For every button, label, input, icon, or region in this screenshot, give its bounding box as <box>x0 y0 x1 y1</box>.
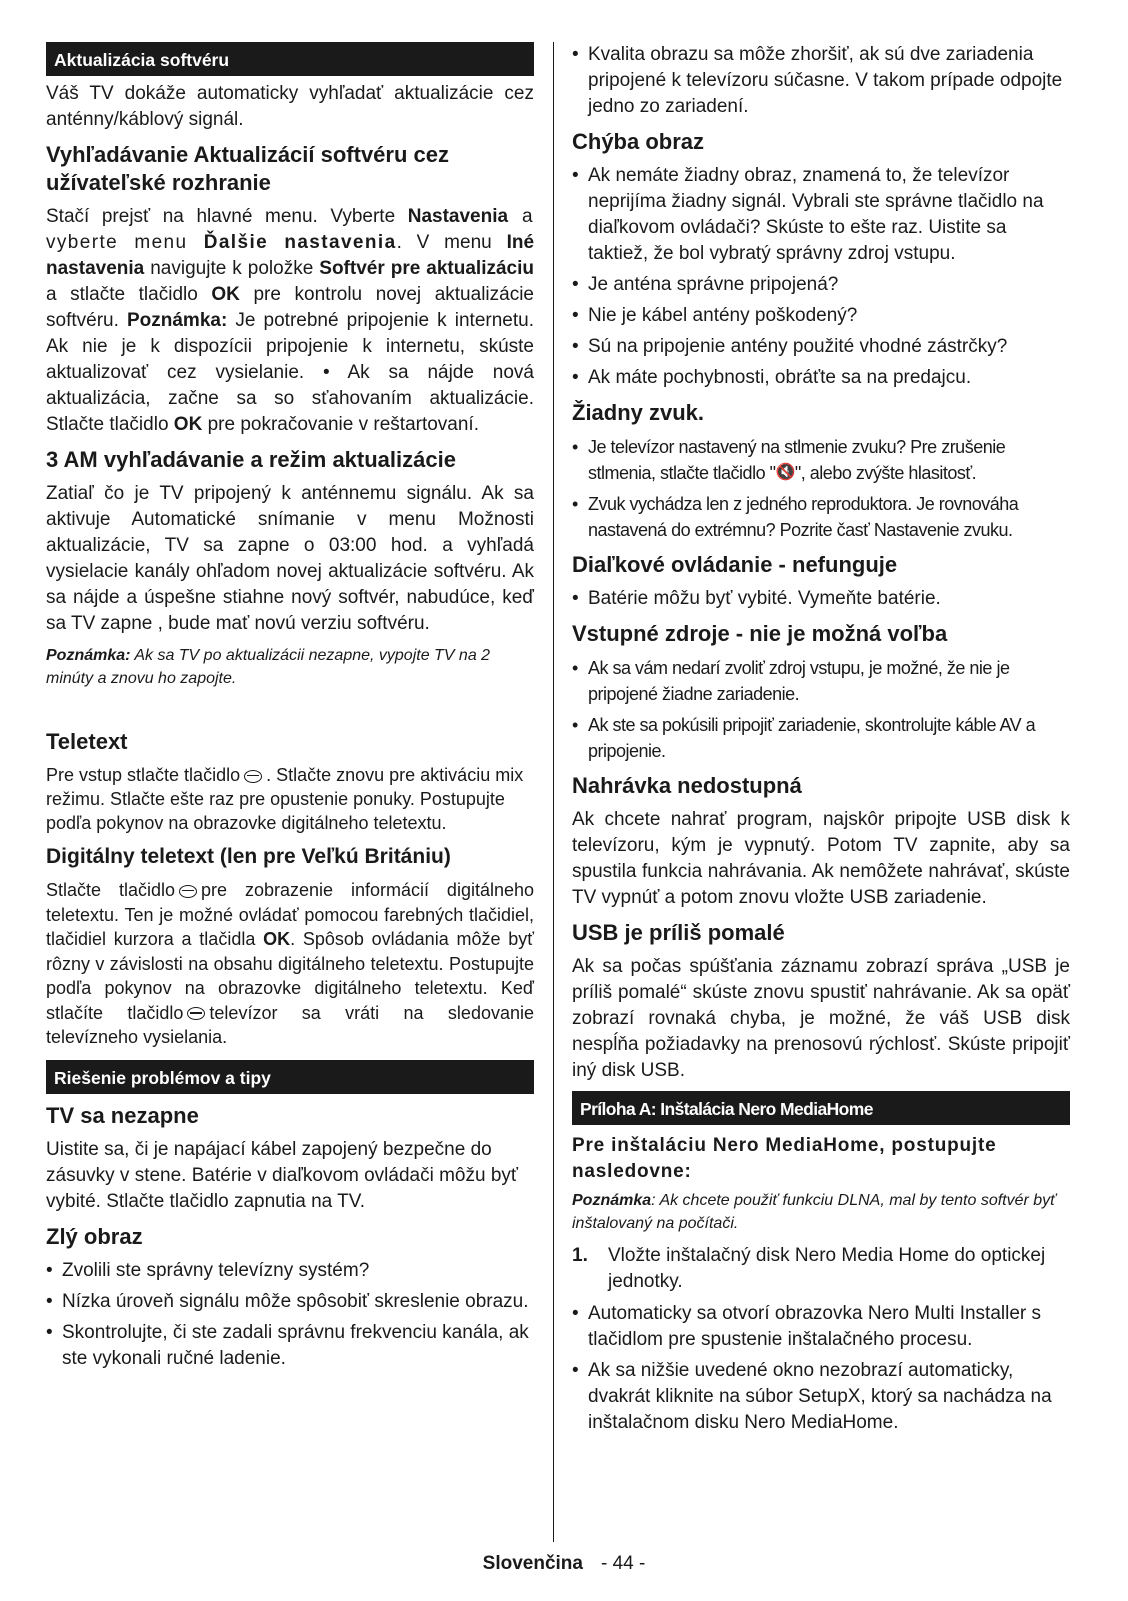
right-column <box>572 42 1070 1442</box>
note-update-restart: Poznámka: Ak sa TV po aktualizácii nezapne, vypojte TV na 2 minúty a znovu ho zapojte. <box>46 647 491 687</box>
heading-usb-slow: USB je príliš pomalé <box>572 920 785 945</box>
column-divider <box>553 42 554 1542</box>
teletext-button-icon <box>244 770 262 783</box>
heading-no-sound: Žiadny zvuk. <box>572 400 705 425</box>
paragraph-teletext: Pre vstup stlačte tlačidlo . Stlačte znovu pre aktiváciu mix režimu. Stlačte ešte raz pre opustenie ponuky. Postupujte podľa pokynov na obrazovke digitálneho teletextu. <box>46 765 524 833</box>
list-item: • Ak ste sa pokúsili pripojiť zariadenie, skontrolujte káble AV a pripojenie. <box>572 712 1070 764</box>
teletext-button-icon <box>179 885 197 898</box>
list-picture-quality <box>572 42 1070 120</box>
heading-remote-not-working: Diaľkové ovládanie - nefunguje <box>572 552 898 577</box>
list-item: • Automaticky sa otvorí obrazovka Nero Multi Installer s tlačidlom pre spustenie inštalačného procesu. <box>572 1301 1070 1353</box>
heading-input-sources: Vstupné zdroje - nie je možná voľba <box>572 621 948 646</box>
list-item: • Nízka úroveň signálu môže spôsobiť skreslenie obrazu. <box>46 1289 534 1315</box>
list-item: • Je televízor nastavený na stlmenie zvuku? Pre zrušenie stlmenia, stlačte tlačidlo "🔇", alebo zvýšte hlasitosť. <box>572 434 1070 486</box>
page-footer <box>0 1552 1128 1576</box>
list-nero-steps <box>572 1243 1070 1295</box>
list-item: • Sú na pripojenie antény použité vhodné zástrčky? <box>572 334 1070 360</box>
paragraph-ui-update-steps: Stačí prejsť na hlavné menu. Vyberte Nastavenia a vyberte menu Ďalšie nastavenia. V menu Iné nastavenia navigujte k položke Softvér pre aktualizáciu a stlačte tlačidlo OK pre kontrolu novej aktualizácie softvéru. Poznámka: Je potrebné pripojenie k internetu. Ak nie je k dispozícii pripojenie k internetu, skúste aktualizovať cez vysielanie. • Ak sa nájde nová aktualizácia, začne sa so sťahovaním aktualizácie. Stlačte tlačidlo OK pre pokračovanie v reštartovaní. <box>46 206 535 435</box>
paragraph-3am-search: Zatiaľ čo je TV pripojený k anténnemu signálu. Ak sa aktivuje Automatické snímanie v menu Možnosti aktualizácie, TV sa zapne o 03:00 hod. a vyhľadá vysielacie kanály ohľadom novej aktualizácie softvéru. Ak sa nájde a úspešne stiahne nový softvér, nabudúce, keď sa TV zapne , bude mať novú verziu softvéru. <box>46 483 534 634</box>
heading-recording-unavailable: Nahrávka nedostupná <box>572 773 802 798</box>
list-no-sound <box>572 434 1070 543</box>
heading-ui-update-search: Vyhľadávanie Aktualizácií softvéru cez užívateľské rozhranie <box>46 142 450 195</box>
section-bar-software-update: Aktualizácia softvéru <box>46 42 534 76</box>
paragraph-recording: Ak chcete nahrať program, najskôr pripojte USB disk k televízoru, kým je vypnutý. Potom TV zapnite, aby sa spustila funkcia nahrávania. Ak nemôžete nahrávať, skúste TV vypnúť a potom znovu vložte USB zariadenie. <box>572 809 1070 908</box>
heading-teletext: Teletext <box>46 729 128 754</box>
list-item: • Je anténa správne pripojená? <box>572 272 1070 298</box>
list-input-sources <box>572 655 1070 764</box>
heading-no-picture: Chýba obraz <box>572 129 705 154</box>
heading-digital-teletext: Digitálny teletext (len pre Veľkú Britániu) <box>46 845 451 868</box>
heading-bad-picture: Zlý obraz <box>46 1223 143 1249</box>
list-item: • Skontrolujte, či ste zadali správnu frekvenciu kanála, ak ste vykonali ručné ladenie. <box>46 1320 534 1372</box>
nero-install-subheading: Pre inštaláciu Nero MediaHome, postupujte nasledovne: <box>572 1135 997 1182</box>
mute-icon: 🔇 <box>775 464 795 481</box>
paragraph-auto-update: Váš TV dokáže automaticky vyhľadať aktualizácie cez anténny/káblový signál. <box>46 83 534 130</box>
teletext-button-icon <box>187 1007 205 1020</box>
list-bad-picture <box>46 1258 534 1372</box>
paragraph-digital-teletext: Stlačte tlačidlo pre zobrazenie informácií digitálneho teletextu. Ten je možné ovládať pomocou farebných tlačidiel, tlačidiel kurzora a tlačidla OK. Spôsob ovládania môže byť rôzny v závislosti na obsahu digitálneho teletextu. Postupujte podľa pokynov na obrazovke digitálneho teletextu. Keď stlačíte tlačidlo televízor sa vráti na sledovanie televízneho vysielania. <box>46 880 535 1047</box>
paragraph-usb-slow: Ak sa počas spúšťania záznamu zobrazí správa „USB je príliš pomalé“ skúste znovu spustiť nahrávanie. Ak sa opäť zobrazí rovnaká chyba, je možné, že váš USB disk nespĺňa požiadavky na prenosovú rýchlosť. Skúste pripojiť iný disk USB. <box>572 956 1070 1081</box>
list-item: • Batérie môžu byť vybité. Vymeňte batérie. <box>572 586 1070 612</box>
left-column <box>46 42 534 1378</box>
list-no-picture <box>572 163 1070 391</box>
list-item: • Zvolili ste správny televízny systém? <box>46 1258 534 1284</box>
list-item: • Ak nemáte žiadny obraz, znamená to, že televízor neprijíma žiadny signál. Vybrali ste správne tlačidlo na diaľkovom ovládači? Skúste to ešte raz. Uistite sa taktiež, že bol vybratý správny zdroj vstupu. <box>572 163 1070 267</box>
list-nero-bullets <box>572 1301 1070 1436</box>
list-item: 1. Vložte inštalačný disk Nero Media Home do optickej jednotky. <box>572 1245 1046 1292</box>
section-bar-nero-install: Príloha A: Inštalácia Nero MediaHome <box>572 1091 1070 1125</box>
page-number: - 44 - <box>600 1553 646 1574</box>
section-bar-troubleshooting: Riešenie problémov a tipy <box>46 1060 534 1094</box>
paragraph-tv-wont-start: Uistite sa, či je napájací kábel zapojený bezpečne do zásuvky v stene. Batérie v diaľkovom ovládači môžu byť vybité. Stlačte tlačidlo zapnutia na TV. <box>46 1138 519 1212</box>
list-item: • Ak sa vám nedarí zvoliť zdroj vstupu, je možné, že nie je pripojené žiadne zariadenie. <box>572 655 1070 707</box>
list-item: • Ak máte pochybnosti, obráťte sa na predajcu. <box>572 365 1070 391</box>
list-item: • Zvuk vychádza len z jedného reproduktora. Je rovnováha nastavená do extrémnu? Pozrite časť Nastavenie zvuku. <box>572 491 1070 543</box>
list-item: • Ak sa nižšie uvedené okno nezobrazí automaticky, dvakrát kliknite na súbor SetupX, ktorý sa nachádza na inštalačnom disku Nero MediaHome. <box>572 1358 1070 1436</box>
note-nero-dlna: Poznámka: Ak chcete použiť funkciu DLNA, mal by tento softvér byť inštalovaný na počítači. <box>572 1192 1056 1232</box>
list-item: • Nie je kábel antény poškodený? <box>572 303 1070 329</box>
heading-3am-search: 3 AM vyhľadávanie a režim aktualizácie <box>46 447 456 472</box>
list-item: • Kvalita obrazu sa môže zhoršiť, ak sú dve zariadenia pripojené k televízoru súčasne. V takom prípade odpojte jedno zo zariadení. <box>572 42 1070 120</box>
heading-tv-wont-start: TV sa nezapne <box>46 1102 199 1128</box>
footer-language: Slovenčina <box>482 1553 583 1574</box>
list-remote <box>572 586 1070 612</box>
